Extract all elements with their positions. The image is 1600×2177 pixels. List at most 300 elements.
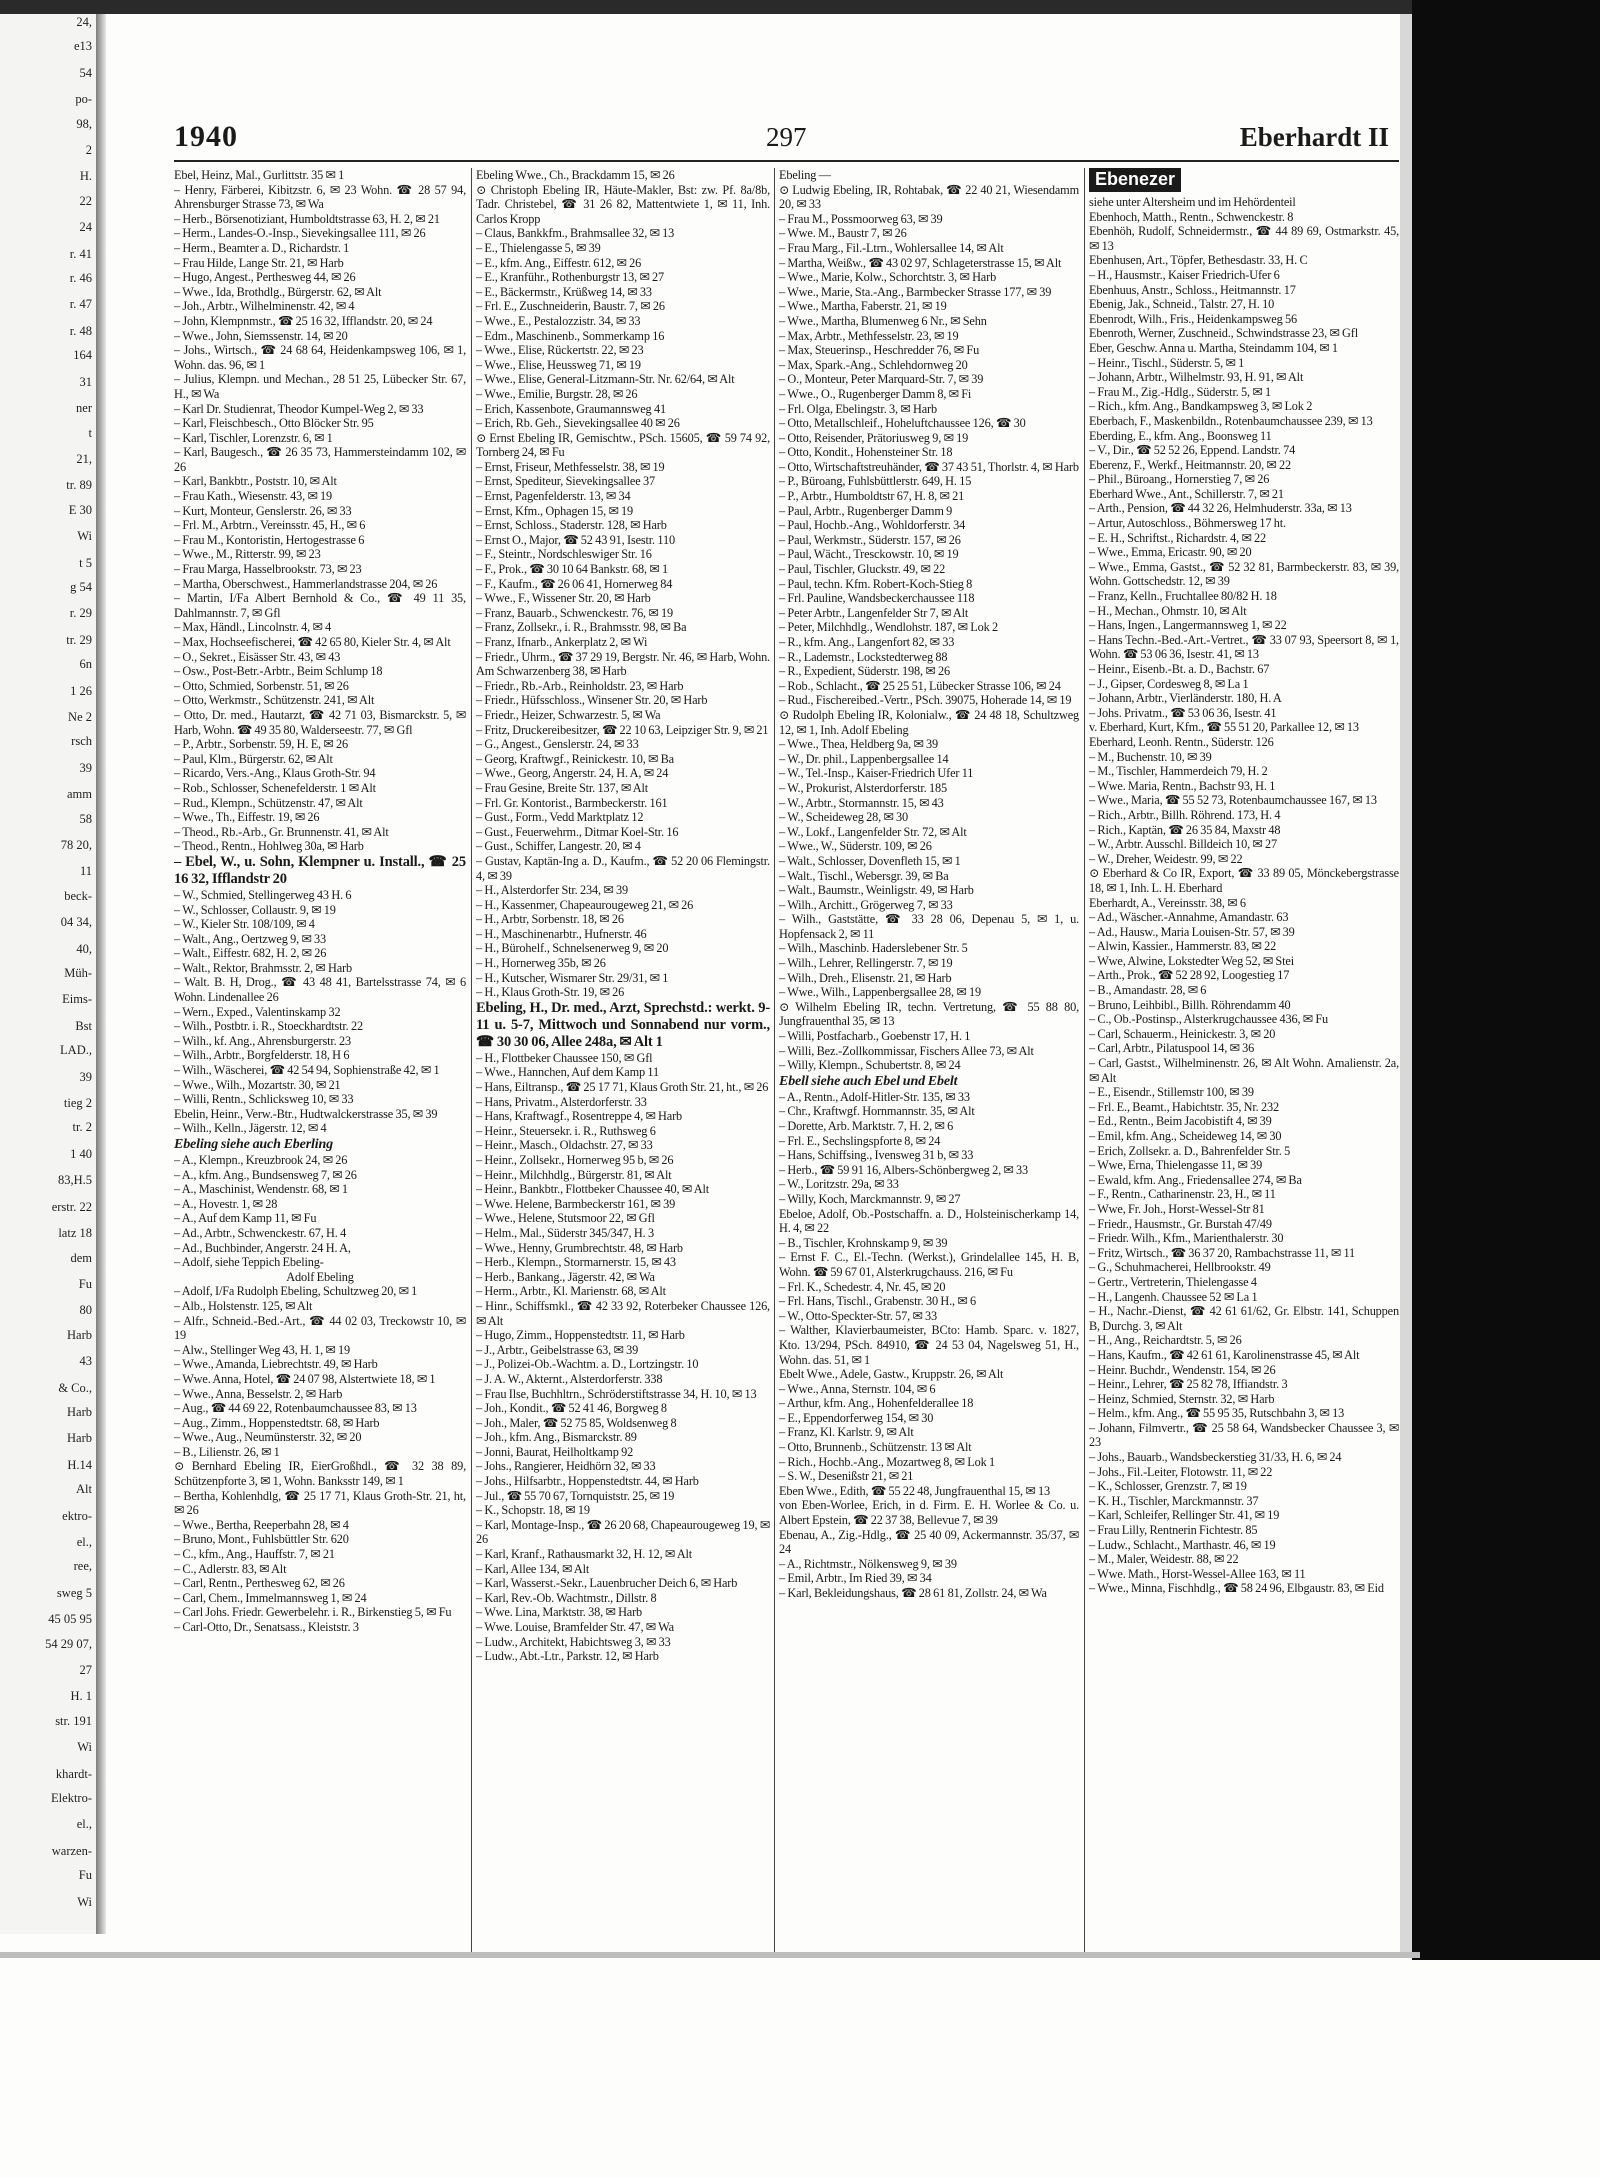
directory-entry: – Jonni, Baurat, Heilholtkamp 92 xyxy=(476,1444,634,1459)
directory-entry: – Rich., kfm. Ang., Bandkampsweg 3, ✉ Lok 2 xyxy=(1089,399,1313,414)
directory-entry: – Ernst, Kfm., Ophagen 15, ✉ 19 xyxy=(476,503,634,518)
directory-entry: – R., Expedient, Süderstr. 198, ✉ 26 xyxy=(779,664,950,679)
directory-entry: – H., Kutscher, Wismarer Str. 29/31, ✉ 1 xyxy=(476,970,669,985)
directory-entry: – Johann, Filmvertr., ☎ 25 58 64, Wandsbecker Chaussee 3, ✉ 23 xyxy=(1089,1420,1399,1450)
directory-entry: – W., Kieler Str. 108/109, ✉ 4 xyxy=(174,917,315,932)
directory-entry: – Carl, Schauerm., Heinickestr. 3, ✉ 20 xyxy=(1089,1026,1276,1041)
directory-entry: – Wwe. M., Baustr 7, ✉ 26 xyxy=(779,226,907,241)
directory-entry: – Rud., Klempn., Schützenstr. 47, ✉ Alt xyxy=(174,795,363,810)
directory-entry: – Paul, Hochb.-Ang., Wohldorferstr. 34 xyxy=(779,518,966,533)
directory-entry: Ebenau, A., Zig.-Hdlg., ☎ 25 40 09, Ackermannstr. 35/37, ✉ 24 xyxy=(779,1527,1079,1557)
directory-entry: – Johs. Privatm., ☎ 53 06 36, Isestr. 41 xyxy=(1089,705,1277,720)
directory-entry: – Willi, Bez.-Zollkommissar, Fischers Allee 73, ✉ Alt xyxy=(779,1043,1034,1058)
directory-entry: – H., Ang., Reichardtstr. 5, ✉ 26 xyxy=(1089,1333,1242,1348)
directory-entry: Ebelin, Heinr., Verw.-Btr., Hudtwalckerstrasse 35, ✉ 39 xyxy=(174,1106,438,1121)
directory-entry: Eberhard Wwe., Ant., Schillerstr. 7, ✉ 21 xyxy=(1089,486,1284,501)
directory-entry: – Wwe., Elise, Rückertstr. 22, ✉ 23 xyxy=(476,343,644,358)
ebenezer-heading: Ebenezer xyxy=(1089,168,1181,192)
prev-page-fragment: Harb xyxy=(67,1404,92,1419)
directory-entry: – Wwe., Elise, General-Litzmann-Str. Nr. 62/64, ✉ Alt xyxy=(476,372,735,387)
directory-entry: – Friedr., Uhrm., ☎ 37 29 19, Bergstr. Nr. 46, ✉ Harb, Wohn. Am Schwarzenberg 38, ✉ Harb xyxy=(476,649,770,679)
column-4 xyxy=(1089,168,1399,1958)
directory-entry: – Erich, Kassenbote, Graumannsweg 41 xyxy=(476,401,666,416)
directory-entry: – W., Lokf., Langenfelder Str. 72, ✉ Alt xyxy=(779,824,967,839)
directory-entry: – Franz, Kelln., Fruchtallee 80/82 H. 18 xyxy=(1089,589,1277,604)
directory-entry: – Paul, Arbtr., Rugenberger Damm 9 xyxy=(779,503,953,518)
directory-entry: – H., Bürohelf., Schnelsenerweg 9, ✉ 20 xyxy=(476,941,669,956)
directory-entry: Eber, Geschw. Anna u. Martha, Steindamm 104, ✉ 1 xyxy=(1089,340,1338,355)
directory-entry: – Ad., Buchbinder, Angerstr. 24 H. A, xyxy=(174,1240,351,1255)
directory-entry: – G., Angest., Genslerstr. 24, ✉ 33 xyxy=(476,737,639,752)
directory-entry: – J., Polizei-Ob.-Wachtm. a. D., Lortzingstr. 10 xyxy=(476,1357,699,1372)
directory-entry: – Wilh., Lehrer, Rellingerstr. 7, ✉ 19 xyxy=(779,956,953,971)
prev-page-fragment: r. 47 xyxy=(69,297,92,312)
directory-entry: Ebeling, H., Dr. med., Arzt, Sprechstd.: werkt. 9-11 u. 5-7, Mittwoch und Sonnabend nur vorm., ☎ 30 30 06, Allee 248a, ✉ Alt 1 xyxy=(476,999,770,1050)
directory-entry: – Heinz, Schmied, Sternstr. 32, ✉ Harb xyxy=(1089,1391,1275,1406)
prev-page-fragment: Alt xyxy=(76,1482,92,1497)
directory-entry: – Peter, Milchhdlg., Wendlohstr. 187, ✉ Lok 2 xyxy=(779,620,998,635)
directory-entry: – Frl. Pauline, Wandsbeckerchaussee 118 xyxy=(779,591,975,606)
prev-page-fragment: r. 41 xyxy=(69,246,92,261)
prev-page-fragment: latz 18 xyxy=(58,1226,92,1241)
column-1 xyxy=(174,168,466,1958)
directory-entry: – Wwe., Helene, Stutsmoor 22, ✉ Gfl xyxy=(476,1211,655,1226)
directory-entry: – B., Lilienstr. 26, ✉ 1 xyxy=(174,1444,280,1459)
directory-entry: – Wwe., Maria, ☎ 55 52 73, Rotenbaumchaussee 167, ✉ 13 xyxy=(1089,793,1377,808)
directory-page xyxy=(110,30,1400,1940)
directory-entry: – Karl, Wasserst.-Sekr., Lauenbrucher Deich 6, ✉ Harb xyxy=(476,1576,738,1591)
prev-page-fragment: 22 xyxy=(79,193,92,208)
prev-page-fragment: beck- xyxy=(64,888,92,903)
prev-page-fragment: 83,H.5 xyxy=(57,1173,92,1188)
directory-entry: – Peter Arbtr., Langenfelder Str 7, ✉ Alt xyxy=(779,605,969,620)
directory-entry: – Carl-Otto, Dr., Senatsass., Kleiststr. 3 xyxy=(174,1620,359,1634)
scanner-edge-right xyxy=(1412,0,1600,1960)
directory-entry: – Karl, Tischler, Lorenzstr. 6, ✉ 1 xyxy=(174,430,333,445)
directory-entry: – Ad., Wäscher.-Annahme, Amandastr. 63 xyxy=(1089,910,1289,925)
directory-entry: – W., Dr. phil., Lappenbergsallee 14 xyxy=(779,751,949,766)
directory-entry: – E. H., Schriftst., Richardstr. 4, ✉ 22 xyxy=(1089,530,1267,545)
directory-entry: – Johs., Hilfsarbtr., Hoppenstedtstr. 44, ✉ Harb xyxy=(476,1474,699,1489)
directory-entry: Eberenz, F., Werkf., Heitmannstr. 20, ✉ 22 xyxy=(1089,457,1291,472)
directory-entry: – Emil, kfm. Ang., Scheideweg 14, ✉ 30 xyxy=(1089,1129,1282,1143)
directory-entry: – F., Steintr., Nordschleswiger Str. 16 xyxy=(476,547,652,562)
prev-page-fragment: 21, xyxy=(76,451,92,466)
directory-entry: – A., Klempn., Kreuzbrook 24, ✉ 26 xyxy=(174,1153,348,1167)
directory-entry: – Helm., Mal., Süderstr 345/347, H. 3 xyxy=(476,1225,654,1240)
directory-entry: – Hans, Kraftwagf., Rosentreppe 4, ✉ Harb xyxy=(476,1109,683,1124)
directory-entry: Eben Wwe., Edith, ☎ 55 22 48, Jungfrauenthal 15, ✉ 13 xyxy=(779,1483,1050,1498)
directory-entry: – Ernst, Pagenfelderstr. 13, ✉ 34 xyxy=(476,489,631,504)
directory-entry: – E., Bäckermstr., Krüßweg 14, ✉ 33 xyxy=(476,284,652,299)
directory-entry: – P., Arbtr., Sorbenstr. 59, H. E, ✉ 26 xyxy=(174,737,348,752)
directory-entry: – Otto, Brunnenb., Schützenstr. 13 ✉ Alt xyxy=(779,1440,972,1455)
directory-entry: – Wwe., Amanda, Liebrechtstr. 49, ✉ Harb xyxy=(174,1357,378,1372)
directory-entry: – O., Sekret., Eisässer Str. 43, ✉ 43 xyxy=(174,649,341,664)
directory-entry: – Theod., Rb.-Arb., Gr. Brunnenstr. 41, ✉ Alt xyxy=(174,824,389,839)
directory-entry: – Gertr., Vertreterin, Thielengasse 4 xyxy=(1089,1274,1257,1289)
directory-entry: – Karl, Baugesch., ☎ 26 35 73, Hammersteindamm 102, ✉ 26 xyxy=(174,445,466,474)
column-divider xyxy=(471,168,472,1958)
directory-entry: – Wwe., Wilh., Mozartstr. 30, ✉ 21 xyxy=(174,1077,341,1092)
directory-entry: – Walt., Rektor, Brahmsstr. 2, ✉ Harb xyxy=(174,960,352,975)
directory-entry: – Martin, I/Fa Albert Bernhold & Co., ☎ 49 11 35, Dahlmannstr. 7, ✉ Gfl xyxy=(174,591,466,620)
directory-entry: – Hans, Schiffsing., Ivensweg 31 b, ✉ 33 xyxy=(779,1148,974,1163)
directory-entry: – Otto, Schmied, Sorbenstr. 51, ✉ 26 xyxy=(174,678,349,693)
directory-entry: – Ludw., Architekt, Habichtsweg 3, ✉ 33 xyxy=(476,1634,671,1649)
directory-entry: – Adolf, siehe Teppich Ebeling- xyxy=(174,1255,324,1270)
directory-entry: – Frau Hilde, Lange Str. 21, ✉ Harb xyxy=(174,255,344,270)
prev-page-fragment: 39 xyxy=(79,760,92,775)
directory-entry: – Rich., Kaptän, ☎ 26 35 84, Maxstr 48 xyxy=(1089,822,1281,837)
directory-entry: – Ad., Arbtr., Schwenckestr. 67, H. 4 xyxy=(174,1225,347,1240)
directory-entry: – Wwe., M., Ritterstr. 99, ✉ 23 xyxy=(174,547,321,562)
directory-entry: – Erich, Zollsekr. a. D., Bahrenfelder Str. 5 xyxy=(1089,1143,1291,1158)
directory-entry: – Max, Händl., Lincolnstr. 4, ✉ 4 xyxy=(174,620,332,635)
directory-entry: – Herm., Arbtr., Kl. Marienstr. 68, ✉ Alt xyxy=(476,1284,666,1299)
directory-entry: – Franz, Bauarb., Schwenckestr. 76, ✉ 19 xyxy=(476,605,673,620)
directory-entry: ⊙ Rudolph Ebeling IR, Kolonialw., ☎ 24 48 18, Schultzweg 12, ✉ 1, Inh. Adolf Ebeling xyxy=(779,707,1079,737)
scanner-edge-top xyxy=(0,0,1600,14)
directory-entry: – Gustav, Kaptän-Ing a. D., Kaufm., ☎ 52 20 06 Flemingstr. 4, ✉ 39 xyxy=(476,853,770,883)
directory-entry: Ebel, Heinz, Mal., Gurlittstr. 35 ✉ 1 xyxy=(174,168,345,182)
directory-entry: – Frl. E., Zuschneiderin, Baustr. 7, ✉ 26 xyxy=(476,299,665,314)
directory-entry: – H., Hornerweg 35b, ✉ 26 xyxy=(476,956,606,971)
prev-page-fragment: 54 29 07, xyxy=(45,1636,92,1651)
prev-page-fragment: 6n xyxy=(79,657,92,672)
directory-entry: – Wwe., Th., Eiffestr. 19, ✉ 26 xyxy=(174,810,320,825)
prev-page-fragment: Ne 2 xyxy=(68,709,92,724)
directory-entry: – Wwe., O., Rugenberger Damm 8, ✉ Fi xyxy=(779,386,972,401)
directory-entry: – Herb., Klempn., Stormarnerstr. 15, ✉ 43 xyxy=(476,1255,676,1270)
prev-page-fragment: t 5 xyxy=(79,555,92,570)
directory-entry: Ebenhuus, Anstr., Schloss., Heitmannstr. 17 xyxy=(1089,282,1296,297)
directory-entry: Eberhard, Leonh. Rentn., Süderstr. 126 xyxy=(1089,734,1274,749)
prev-page-fragment: khardt- xyxy=(55,1766,92,1781)
directory-entry: – Wwe., Wilh., Lappenbergsallee 28, ✉ 19 xyxy=(779,985,981,1000)
directory-entry: – G., Schuhmacherei, Hellbrookstr. 49 xyxy=(1089,1260,1271,1275)
directory-entry: – Johs., Bauarb., Wandsbeckerstieg 31/33, H. 6, ✉ 24 xyxy=(1089,1450,1342,1465)
directory-entry: – Max, Hochseefischerei, ☎ 42 65 80, Kieler Str. 4, ✉ Alt xyxy=(174,635,451,649)
directory-entry: – H., Hausmstr., Kaiser Friedrich-Ufer 6 xyxy=(1089,267,1280,282)
directory-entry: – E., Thielengasse 5, ✉ 39 xyxy=(476,240,601,255)
directory-entry: – Ed., Rentn., Beim Jacobistift 4, ✉ 39 xyxy=(1089,1114,1272,1129)
directory-entry: – Johann, Arbtr., Wilhelmstr. 93, H. 91, ✉ Alt xyxy=(1089,370,1304,385)
directory-entry: – Wwe. Math., Horst-Wessel-Allee 163, ✉ 11 xyxy=(1089,1566,1306,1581)
directory-entry: – Wwe, Fr. Joh., Horst-Wessel-Str 81 xyxy=(1089,1201,1265,1216)
directory-entry: – Heinr., Milchhdlg., Bürgerstr. 81, ✉ Alt xyxy=(476,1167,672,1182)
directory-entry: – Wilh., Maschinb. Haderslebener Str. 5 xyxy=(779,941,968,956)
directory-entry: – Frau M., Possmoorweg 63, ✉ 39 xyxy=(779,211,943,226)
directory-entry: – Wwe., Marie, Kolw., Schorchtstr. 3, ✉ Harb xyxy=(779,270,997,285)
prev-page-fragment: & Co., xyxy=(58,1380,92,1395)
directory-entry: – Johs., Fil.-Leiter, Flotowstr. 11, ✉ 22 xyxy=(1089,1464,1273,1479)
directory-entry: – Heinr., Steuersekr. i. R., Ruthsweg 6 xyxy=(476,1123,656,1138)
directory-entry: – A., Auf dem Kamp 11, ✉ Fu xyxy=(174,1211,317,1226)
directory-entry: – Gust., Feuerwehrm., Ditmar Koel-Str. 16 xyxy=(476,824,679,839)
directory-entry: – Ludw., Schlacht., Marthastr. 46, ✉ 19 xyxy=(1089,1537,1276,1552)
prev-page-fragment: Bst xyxy=(75,1018,92,1033)
prev-page-fragment: 164 xyxy=(73,348,92,363)
directory-entry: siehe unter Altersheim und im Hehördenteil xyxy=(1089,195,1296,209)
directory-entry: – C., Ob.-Postinsp., Alsterkrugchaussee 436, ✉ Fu xyxy=(1089,1012,1329,1027)
directory-entry: – Heinr., Eisenb.-Bt. a. D., Bachstr. 67 xyxy=(1089,662,1270,676)
prev-page-fragment: 1 40 xyxy=(70,1146,92,1161)
prev-page-fragment: dem xyxy=(70,1250,92,1265)
directory-entry: – W., Schmied, Stellingerweg 43 H. 6 xyxy=(174,887,352,902)
directory-entry: – Wwe., Anna, Besselstr. 2, ✉ Harb xyxy=(174,1386,343,1401)
directory-entry: – A., Richtmstr., Nölkensweg 9, ✉ 39 xyxy=(779,1556,957,1571)
directory-entry: – Paul, Klm., Bürgerstr. 62, ✉ Alt xyxy=(174,751,333,766)
directory-entry: – Frl. Gr. Kontorist., Barmbeckerstr. 161 xyxy=(476,795,668,810)
directory-entry: – M., Tischler, Hammerdeich 79, H. 2 xyxy=(1089,764,1268,779)
directory-entry: Ebenroth, Werner, Zuschneid., Schwindstrasse 23, ✉ Gfl xyxy=(1089,326,1358,341)
prev-page-fragment: tr. 2 xyxy=(72,1120,92,1135)
directory-entry: – M., Maler, Weidestr. 88, ✉ 22 xyxy=(1089,1552,1239,1567)
directory-entry: – Max, Spark.-Ang., Schlehdornweg 20 xyxy=(779,357,968,372)
directory-entry: – Carl, Chem., Immelmannsweg 1, ✉ 24 xyxy=(174,1590,367,1605)
directory-entry: – Fritz, Druckereibesitzer, ☎ 22 10 63, Leipziger Str. 9, ✉ 21 xyxy=(476,722,769,737)
directory-entry: – Heinr., Lehrer, ☎ 25 82 78, Iffiandstr. 3 xyxy=(1089,1377,1288,1392)
directory-entry: – H., Klaus Groth-Str. 19, ✉ 26 xyxy=(476,985,625,1000)
directory-entry: – C., kfm., Ang., Hauffstr. 7, ✉ 21 xyxy=(174,1547,335,1562)
prev-page-fragment: LAD., xyxy=(60,1043,92,1058)
directory-entry: – Wwe., Elise, Heussweg 71, ✉ 19 xyxy=(476,357,641,372)
header-rule xyxy=(174,160,1399,162)
prev-page-fragment: Müh- xyxy=(64,966,92,981)
directory-entry: – Wwe., John, Siemssenstr. 14, ✉ 20 xyxy=(174,328,348,343)
directory-entry: – Frau M., Kontoristin, Hertogestrasse 6 xyxy=(174,532,365,547)
header-page-number: 297 xyxy=(766,122,807,152)
directory-entry: – Walt., Ang., Oertzweg 9, ✉ 33 xyxy=(174,931,327,946)
directory-entry: – Paul, Tischler, Gluckstr. 49, ✉ 22 xyxy=(779,562,946,577)
prev-page-fragment: Fu xyxy=(78,1868,92,1883)
directory-entry: – W., Arbtr. Ausschl. Billdeich 10, ✉ 27 xyxy=(1089,837,1277,852)
directory-entry: Ebeling Wwe., Ch., Brackdamm 15, ✉ 26 xyxy=(476,168,675,182)
directory-entry: – Heinr. Buchdr., Wendenstr. 154, ✉ 26 xyxy=(1089,1362,1276,1377)
directory-entry: – Wwe., Ida, Brothdlg., Bürgerstr. 62, ✉ Alt xyxy=(174,284,382,299)
directory-entry: Ebelt Wwe., Adele, Gastw., Kruppstr. 26, ✉ Alt xyxy=(779,1367,1004,1382)
directory-entry: – Wwe., Bertha, Reeperbahn 28, ✉ 4 xyxy=(174,1517,349,1532)
directory-entry: – Martha, Oberschwest., Hammerlandstrasse 204, ✉ 26 xyxy=(174,576,438,591)
directory-entry: – W., Otto-Speckter-Str. 57, ✉ 33 xyxy=(779,1308,938,1323)
directory-entry: – R., kfm. Ang., Langenfort 82, ✉ 33 xyxy=(779,635,955,649)
prev-page-fragment: 39 xyxy=(79,1069,92,1084)
directory-entry: – Phil., Büroang., Hornerstieg 7, ✉ 26 xyxy=(1089,472,1270,487)
directory-entry: – Wilh., Architt., Grögerweg 7, ✉ 33 xyxy=(779,897,953,912)
directory-entry: Eberbach, F., Maskenbildn., Rotenbaumchaussee 239, ✉ 13 xyxy=(1089,413,1373,428)
prev-page-fragment: amm xyxy=(67,787,92,802)
directory-entry: – Frau Kath., Wiesenstr. 43, ✉ 19 xyxy=(174,489,333,504)
directory-entry: – W., Loritzstr. 29a, ✉ 33 xyxy=(779,1177,899,1192)
directory-entry: – Wwe., Hannchen, Auf dem Kamp 11 xyxy=(476,1065,659,1080)
directory-entry: – Wwe., W., Süderstr. 109, ✉ 26 xyxy=(779,839,932,854)
directory-entry: – Emil, Arbtr., Im Ried 39, ✉ 34 xyxy=(779,1571,932,1586)
prev-page-fragment: Fu xyxy=(78,1276,92,1291)
directory-entry: – Rich., Hochb.-Ang., Mozartweg 8, ✉ Lok 1 xyxy=(779,1454,995,1469)
directory-entry: – Carl Johs. Friedr. Gewerbelehr. i. R., Birkenstieg 5, ✉ Fu xyxy=(174,1605,452,1620)
prev-page-fragment: 2 xyxy=(85,143,92,158)
directory-entry: – F., Kaufm., ☎ 26 06 41, Hornerweg 84 xyxy=(476,576,673,591)
directory-entry: – Karl, Montage-Insp., ☎ 26 20 68, Chapeaurougeweg 19, ✉ 26 xyxy=(476,1517,770,1547)
directory-entry: – W., Scheideweg 28, ✉ 30 xyxy=(779,810,909,825)
prev-page-fragment: ree, xyxy=(73,1559,92,1574)
directory-entry: – W., Tel.-Insp., Kaiser-Friedrich Ufer 11 xyxy=(779,766,974,781)
directory-entry: – F., Prok., ☎ 30 10 64 Bankstr. 68, ✉ 1 xyxy=(476,562,668,577)
directory-entry: – Wilh., Dreh., Elisenstr. 21, ✉ Harb xyxy=(779,970,952,985)
directory-entry: – E., Eisendr., Stillemstr 100, ✉ 39 xyxy=(1089,1085,1254,1100)
directory-entry: – A., kfm. Ang., Bundsensweg 7, ✉ 26 xyxy=(174,1167,357,1182)
directory-entry: – Adolf, I/Fa Rudolph Ebeling, Schultzweg 20, ✉ 1 xyxy=(174,1284,418,1299)
directory-entry: – Ludw., Abt.-Ltr., Parkstr. 12, ✉ Harb xyxy=(476,1649,659,1664)
directory-entry: – Theod., Rentn., Hohlweg 30a, ✉ Harb xyxy=(174,839,364,854)
directory-entry: – Ebel, W., u. Sohn, Klempner u. Install., ☎ 25 16 32, Ifflandstr 20 xyxy=(174,853,466,887)
directory-entry: Adolf Ebeling xyxy=(286,1269,354,1284)
directory-entry: – Ernst, Spediteur, Sievekingsallee 37 xyxy=(476,474,655,489)
directory-entry: – Herb., Bankang., Jägerstr. 42, ✉ Wa xyxy=(476,1269,655,1284)
directory-entry: – Johs., Wirtsch., ☎ 24 68 64, Heidenkampsweg 106, ✉ 1, Wohn. das. 96, ✉ 1 xyxy=(174,343,466,372)
directory-entry: – K., Schopstr. 18, ✉ 19 xyxy=(476,1503,590,1518)
directory-entry: – Ernst O., Major, ☎ 52 43 91, Isestr. 110 xyxy=(476,532,675,547)
directory-entry: – Chr., Kraftwgf. Hornmannstr. 35, ✉ Alt xyxy=(779,1104,975,1119)
directory-entry: – K. H., Tischler, Marckmannstr. 37 xyxy=(1089,1493,1259,1508)
directory-entry: – Max, Arbtr., Methfesselstr. 23, ✉ 19 xyxy=(779,328,959,343)
directory-entry: – Ernst, Schloss., Staderstr. 128, ✉ Harb xyxy=(476,518,667,533)
prev-page-fragment: str. 191 xyxy=(55,1713,92,1728)
directory-entry: – Wilh., Postbtr. i. R., Stoeckhardtstr. 22 xyxy=(174,1019,363,1034)
directory-entry: – Wwe. Helene, Barmbeckerstr 161, ✉ 39 xyxy=(476,1196,676,1211)
prev-page-fragment: Wi xyxy=(77,1740,92,1755)
directory-entry: – Walther, Klavierbaumeister, BCto: Hamb. Sparc. v. 1827, Kto. 13/294, PSch. 84910, ☎ 24 53 04, Nagelsweg 51, H., Wohn. das. 51, ✉ 1 xyxy=(779,1323,1079,1367)
directory-entry: – Wwe. Louise, Bramfelder Str. 47, ✉ Wa xyxy=(476,1620,674,1634)
prev-page-fragment: 24 xyxy=(79,220,92,235)
directory-entry: – W., Dreher, Weidestr. 99, ✉ 22 xyxy=(1089,851,1243,866)
directory-entry: – Franz, Kl. Karlstr. 9, ✉ Alt xyxy=(779,1425,914,1440)
prev-page-fragment: r. 48 xyxy=(69,323,92,338)
directory-entry: – Walt., Eiffestr. 682, H. 2, ✉ 26 xyxy=(174,946,327,961)
directory-entry: – Arth., Prok., ☎ 52 28 92, Loogestieg 17 xyxy=(1089,968,1290,983)
directory-entry: – Hans, Kaufm., ☎ 42 61 61, Karolinenstrasse 45, ✉ Alt xyxy=(1089,1347,1360,1362)
directory-entry: – Frau M., Zig.-Hdlg., Süderstr. 5, ✉ 1 xyxy=(1089,384,1271,399)
directory-entry: – Hans, Ingen., Langermannsweg 1, ✉ 22 xyxy=(1089,618,1287,633)
directory-entry: – Wilh., Arbtr., Borgfelderstr. 18, H 6 xyxy=(174,1048,350,1063)
directory-entry: – Wwe., Minna, Fischhdlg., ☎ 58 24 96, Elbgaustr. 83, ✉ Eid xyxy=(1089,1581,1384,1596)
directory-entry: – Rob., Schlacht., ☎ 25 25 51, Lübecker Strasse 106, ✉ 24 xyxy=(779,678,1061,693)
directory-entry: – Otto, Dr. med., Hautarzt, ☎ 42 71 03, Bismarckstr. 5, ✉ Harb, Wohn. ☎ 49 35 80, Walderseestr. 77, ✉ Gfl xyxy=(174,707,466,737)
directory-entry: – Johs., Rangierer, Heidhörn 32, ✉ 33 xyxy=(476,1459,656,1474)
directory-entry: – Wwe., Aug., Neumünsterstr. 32, ✉ 20 xyxy=(174,1430,362,1445)
directory-entry: – W., Arbtr., Stormannstr. 15, ✉ 43 xyxy=(779,795,944,810)
directory-entry: – Willi, Postfacharb., Goebenstr 17, H. 1 xyxy=(779,1029,971,1044)
directory-entry: – Hans, Privatm., Alsterdorferstr. 33 xyxy=(476,1094,647,1109)
prev-page-fragment: 1 26 xyxy=(70,683,92,698)
directory-entry: – F., Rentn., Catharinenstr. 23, H., ✉ 11 xyxy=(1089,1187,1276,1202)
prev-page-fragment: 27 xyxy=(79,1663,92,1677)
directory-entry: – Wwe., E., Pestalozzistr. 34, ✉ 33 xyxy=(476,313,641,328)
prev-page-fragment: 24, xyxy=(76,15,92,29)
page-edge-bottom xyxy=(0,1952,1420,1958)
directory-entry: – Frau Lilly, Rentnerin Fichtestr. 85 xyxy=(1089,1523,1258,1538)
directory-entry: – M., Buchenstr. 10, ✉ 39 xyxy=(1089,749,1212,764)
directory-entry: ⊙ Ernst Ebeling IR, Gemischtw., PSch. 15605, ☎ 59 74 92, Tornberg 24, ✉ Fu xyxy=(476,430,770,460)
directory-entry: – Aug., ☎ 44 69 22, Rotenbaumchaussee 83, ✉ 13 xyxy=(174,1401,417,1416)
previous-page-strip xyxy=(0,14,98,1934)
directory-entry: ⊙ Eberhard & Co IR, Export, ☎ 33 89 05, Mönckebergstrasse 18, ✉ 1, Inh. L. H. Eberhard xyxy=(1089,866,1399,895)
directory-entry: – Aug., Zimm., Hoppenstedtstr. 68, ✉ Harb xyxy=(174,1415,380,1430)
prev-page-fragment: rsch xyxy=(71,734,92,749)
directory-entry: – H., Maschinenarbtr., Hufnerstr. 46 xyxy=(476,926,647,941)
directory-entry: – Frl. M., Arbtrn., Vereinsstr. 45, H., ✉ 6 xyxy=(174,518,366,533)
directory-entry: Ebenhöh, Rudolf, Schneidermstr., ☎ 44 89 69, Ostmarkstr. 45, ✉ 13 xyxy=(1089,224,1399,253)
directory-entry: – Wwe, Alwine, Lokstedter Weg 52, ✉ Stei xyxy=(1089,953,1294,968)
directory-entry: – Friedr., Rb.-Arb., Reinholdstr. 23, ✉ Harb xyxy=(476,678,684,693)
directory-entry: v. Eberhard, Kurt, Kfm., ☎ 55 51 20, Parkallee 12, ✉ 13 xyxy=(1089,720,1359,735)
directory-entry: – B., Tischler, Krohnskamp 9, ✉ 39 xyxy=(779,1235,948,1250)
directory-entry: – Bruno, Mont., Fuhlsbüttler Str. 620 xyxy=(174,1532,349,1547)
prev-page-fragment: Harb xyxy=(67,1431,92,1446)
directory-entry: – Arth., Pension, ☎ 44 32 26, Helmhuderstr. 33a, ✉ 13 xyxy=(1089,501,1352,516)
directory-entry: – Kurt, Monteur, Genslerstr. 26, ✉ 33 xyxy=(174,503,352,518)
directory-entry: – Carl, Rentn., Perthesweg 62, ✉ 26 xyxy=(174,1576,345,1591)
directory-entry: – Martha, Weißw., ☎ 43 02 97, Schlageterstrasse 15, ✉ Alt xyxy=(779,255,1062,270)
prev-page-fragment: 45 05 95 xyxy=(48,1612,92,1627)
directory-entry: – Wwe., Martha, Blumenweg 6 Nr., ✉ Sehn xyxy=(779,313,987,328)
directory-entry: ⊙ Ludwig Ebeling, IR, Rohtabak, ☎ 22 40 21, Wiesendamm 20, ✉ 33 xyxy=(779,182,1079,212)
prev-page-fragment: warzen- xyxy=(51,1843,92,1858)
directory-entry: – Wwe. Maria, Rentn., Bachstr 93, H. 1 xyxy=(1089,778,1276,793)
directory-entry: – J., Arbtr., Geibelstrasse 63, ✉ 39 xyxy=(476,1342,639,1357)
prev-page-fragment: E 30 xyxy=(68,502,92,517)
prev-page-fragment: ektro- xyxy=(62,1508,92,1523)
directory-entry: – Frl. Olga, Ebelingstr. 3, ✉ Harb xyxy=(779,401,937,416)
directory-entry: – Ewald, kfm. Ang., Friedensallee 274, ✉ Ba xyxy=(1089,1172,1302,1187)
directory-entry: – Wilh., kf. Ang., Ahrensburgerstr. 23 xyxy=(174,1033,352,1048)
directory-entry: – Heinr., Masch., Oldachstr. 27, ✉ 33 xyxy=(476,1138,653,1153)
prev-page-fragment: tr. 89 xyxy=(66,478,92,493)
directory-entry: – Otto, Metallschleif., Hoheluftchaussee 126, ☎ 30 xyxy=(779,416,1026,431)
directory-entry: – Walt. B. H, Drog., ☎ 43 48 41, Bartelsstrasse 74, ✉ 6 Wohn. Lindenallee 26 xyxy=(174,975,466,1005)
directory-entry: – Max, Steuerinsp., Heschredder 76, ✉ Fu xyxy=(779,343,980,358)
directory-entry: – Herb., ☎ 59 91 16, Albers-Schönbergweg 2, ✉ 33 xyxy=(779,1162,1029,1177)
directory-entry: – H., Mechan., Ohmstr. 10, ✉ Alt xyxy=(1089,603,1247,618)
directory-entry: – Walt., Tischl., Webersgr. 39, ✉ Ba xyxy=(779,868,949,883)
prev-page-fragment: r. 46 xyxy=(69,271,92,286)
directory-entry: – Alwin, Kassier., Hammerstr. 83, ✉ 22 xyxy=(1089,939,1277,954)
directory-entry: – John, Klempnmstr., ☎ 25 16 32, Ifflandstr. 20, ✉ 24 xyxy=(174,313,433,328)
directory-entry: – Bertha, Kohlenhdlg, ☎ 25 17 71, Klaus Groth-Str. 21, ht, ✉ 26 xyxy=(174,1488,466,1518)
prev-page-fragment: H. 1 xyxy=(70,1689,92,1704)
directory-entry: Ebenrodt, Wilh., Fris., Heidenkampsweg 56 xyxy=(1089,311,1298,326)
directory-entry: – Herm., Beamter a. D., Richardstr. 1 xyxy=(174,240,350,255)
directory-entry: – Frau Marg., Fil.-Ltrn., Wohlersallee 14, ✉ Alt xyxy=(779,240,1004,255)
prev-page-fragment: H. xyxy=(79,169,92,184)
directory-entry: – Karl Dr. Studienrat, Theodor Kumpel-Weg 2, ✉ 33 xyxy=(174,401,424,416)
directory-entry: – Frau Gesine, Breite Str. 137, ✉ Alt xyxy=(476,780,649,795)
directory-entry: – Ernst F. C., El.-Techn. (Werkst.), Grindelallee 145, H. B, Wohn. ☎ 59 67 01, Alsterkrugchauss. 216, ✉ Fu xyxy=(779,1250,1079,1279)
directory-entry: – Rud., Fischereibed.-Vertr., PSch. 39075, Hoherade 14, ✉ 19 xyxy=(779,693,1072,708)
directory-entry: – Wilh., Wäscherei, ☎ 42 54 94, Sophienstraße 42, ✉ 1 xyxy=(174,1063,440,1078)
directory-entry: – Otto, Kondit., Hohensteiner Str. 18 xyxy=(779,445,953,460)
directory-entry: – J., Gipser, Cordesweg 8, ✉ La 1 xyxy=(1089,676,1249,691)
directory-entry: – R., Lademstr., Lockstedterweg 88 xyxy=(779,649,948,664)
directory-entry: – Heinr., Tischl., Süderstr. 5, ✉ 1 xyxy=(1089,355,1245,370)
header-year: 1940 xyxy=(174,120,238,153)
directory-entry: – Wern., Exped., Valentinskamp 32 xyxy=(174,1004,341,1019)
prev-page-fragment: tieg 2 xyxy=(63,1096,92,1111)
column-2 xyxy=(476,168,770,1958)
directory-entry: – Wwe., Emma, Ericastr. 90, ✉ 20 xyxy=(1089,545,1252,560)
directory-entry: – A., Rentn., Adolf-Hitler-Str. 135, ✉ 33 xyxy=(779,1089,970,1104)
